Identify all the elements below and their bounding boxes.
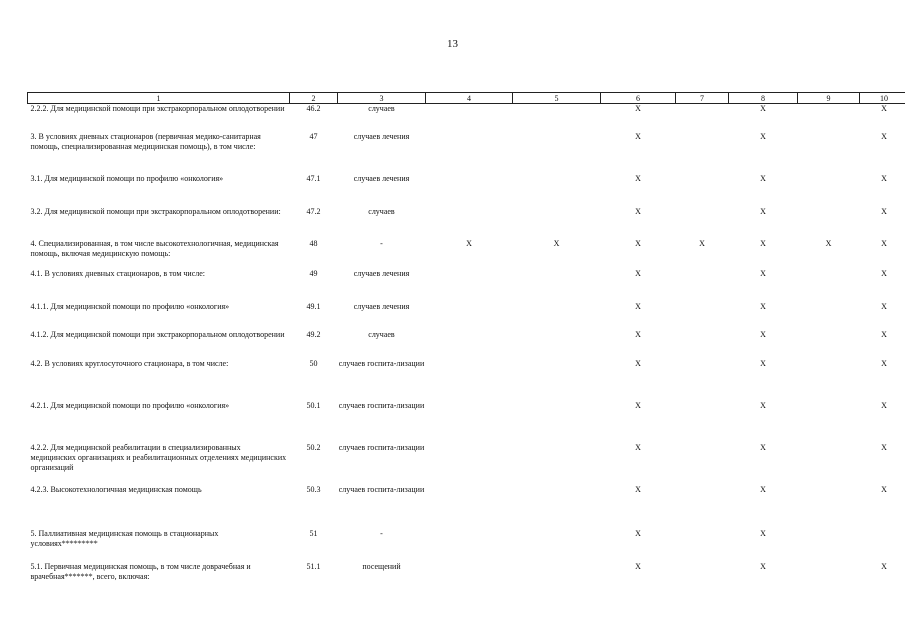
- cell-col-8: Х: [760, 131, 766, 141]
- cell-col-1: 4. Специализированная, в том числе высокотехнологичная, медицинская помощь, включая медицинскую помощь:: [30, 238, 279, 258]
- cell-col-7: [676, 207, 729, 239]
- cell-col-7: [676, 330, 729, 359]
- cell-col-9: [798, 529, 860, 562]
- cell-col-8: Х: [760, 442, 766, 452]
- cell-col-9: [798, 302, 860, 330]
- table-row: [28, 239, 905, 269]
- cell-col-8: Х: [760, 206, 766, 216]
- cell-col-10: Х: [881, 400, 887, 410]
- cell-col-2: 47.1: [306, 173, 321, 183]
- cell-col-10: Х: [881, 301, 887, 311]
- cell-col-6: Х: [635, 528, 641, 538]
- cell-col-10: Х: [881, 173, 887, 183]
- cell-col-5: [513, 443, 601, 485]
- cell-col-5: [513, 207, 601, 239]
- cell-col-3: случаев: [368, 104, 395, 113]
- cell-col-4: [426, 401, 513, 443]
- cell-col-2: 47.2: [306, 206, 321, 216]
- cell-col-1: 5.1. Первичная медицинская помощь, в том числе доврачебная и врачебная*******, всего, включая:: [30, 561, 251, 581]
- cell-col-10: Х: [881, 442, 887, 452]
- cell-col-2: 48: [309, 238, 318, 248]
- table-row: [28, 330, 905, 359]
- cell-col-10: Х: [881, 104, 887, 113]
- cell-col-9: [798, 485, 860, 529]
- cell-col-10: Х: [881, 206, 887, 216]
- cell-col-3: случаев лечения: [353, 131, 410, 141]
- cell-col-8: Х: [760, 173, 766, 183]
- cell-col-2: 50.3: [306, 484, 321, 494]
- cell-col-10: Х: [881, 238, 887, 248]
- cell-col-3: случаев лечения: [353, 301, 410, 311]
- cell-col-7: [676, 401, 729, 443]
- cell-col-5: [513, 330, 601, 359]
- cell-col-8: Х: [760, 238, 766, 248]
- table-row: [28, 302, 905, 330]
- col-header-3: 3: [338, 93, 426, 104]
- cell-col-1: 4.2. В условиях круглосуточного стационара, в том числе:: [30, 358, 229, 368]
- table-row: [28, 485, 905, 529]
- cell-col-5: [513, 104, 601, 132]
- cell-col-5: [513, 562, 601, 588]
- cell-col-8: Х: [760, 104, 766, 113]
- cell-col-6: Х: [635, 561, 641, 571]
- cell-col-1: 4.2.1. Для медицинской помощи по профилю «онкология»: [30, 400, 230, 410]
- cell-col-4: [426, 359, 513, 401]
- cell-col-10: Х: [881, 131, 887, 141]
- cell-col-2: 49.2: [306, 329, 321, 339]
- table-row: [28, 269, 905, 302]
- cell-col-3: случаев: [368, 206, 395, 216]
- cell-col-5: [513, 401, 601, 443]
- col-header-2: 2: [290, 93, 338, 104]
- col-header-5: 5: [513, 93, 601, 104]
- col-header-1: 1: [28, 93, 290, 104]
- cell-col-6: Х: [635, 484, 641, 494]
- table-row: [28, 529, 905, 562]
- cell-col-6: Х: [635, 173, 641, 183]
- table-row: [28, 562, 905, 588]
- cell-col-9: [798, 359, 860, 401]
- cell-col-1: 4.2.2. Для медицинской реабилитации в специализированных медицинских организациях и реабилитационных отделениях медицинских организаций: [30, 442, 287, 472]
- cell-col-9: [798, 269, 860, 302]
- cell-col-3: случаев госпита-лизации: [338, 358, 425, 368]
- cell-col-7: [676, 485, 729, 529]
- cell-col-9: [798, 207, 860, 239]
- cell-col-9: Х: [825, 238, 832, 248]
- cell-col-9: [798, 174, 860, 207]
- cell-col-4: [426, 207, 513, 239]
- cell-col-5: [513, 529, 601, 562]
- cell-col-8: Х: [760, 561, 766, 571]
- col-header-10: 10: [860, 93, 905, 104]
- cell-col-5: [513, 174, 601, 207]
- cell-col-1: 3.2. Для медицинской помощи при экстракорпоральном оплодотворении:: [30, 206, 281, 216]
- cell-col-2: 50.1: [306, 400, 321, 410]
- cell-col-6: Х: [635, 358, 641, 368]
- header-row: [28, 93, 905, 104]
- cell-col-3: случаев лечения: [353, 173, 410, 183]
- cell-col-4: [426, 104, 513, 132]
- cell-col-4: [426, 132, 513, 174]
- cell-col-2: 46.2: [306, 104, 321, 113]
- cell-col-7: [676, 562, 729, 588]
- cell-col-4: [426, 302, 513, 330]
- cell-col-3: случаев лечения: [353, 268, 410, 278]
- cell-col-9: [798, 562, 860, 588]
- cell-col-6: Х: [635, 268, 641, 278]
- cell-col-7: [676, 104, 729, 132]
- cell-col-7: Х: [699, 238, 705, 248]
- cell-col-1: 4.1.1. Для медицинской помощи по профилю «онкология»: [30, 301, 230, 311]
- col-header-9: 9: [798, 93, 860, 104]
- cell-col-4: [426, 529, 513, 562]
- cell-col-3: случаев госпита-лизации: [338, 484, 425, 494]
- cell-col-7: [676, 302, 729, 330]
- cell-col-5: [513, 132, 601, 174]
- cell-col-8: Х: [760, 329, 766, 339]
- cell-col-2: 51: [309, 528, 318, 538]
- cell-col-8: Х: [760, 400, 766, 410]
- cell-col-6: Х: [635, 301, 641, 311]
- cell-col-8: Х: [760, 301, 766, 311]
- cell-col-9: [798, 104, 860, 132]
- cell-col-4: [426, 443, 513, 485]
- table-row: [28, 174, 905, 207]
- cell-col-1: 5. Паллиативная медицинская помощь в стационарных условиях*********: [30, 528, 219, 548]
- cell-col-2: 50.2: [306, 442, 321, 452]
- cell-col-6: Х: [635, 206, 641, 216]
- col-header-7: 7: [676, 93, 729, 104]
- table-row: [28, 104, 905, 132]
- cell-col-7: [676, 174, 729, 207]
- cell-col-7: [676, 529, 729, 562]
- cell-col-6: Х: [635, 442, 641, 452]
- cell-col-7: [676, 443, 729, 485]
- cell-col-3: посещений: [362, 561, 401, 571]
- cell-col-5: [513, 359, 601, 401]
- cell-col-8: Х: [760, 358, 766, 368]
- cell-col-4: [426, 174, 513, 207]
- table-row: [28, 207, 905, 239]
- cell-col-5: Х: [553, 238, 560, 248]
- cell-col-4: [426, 269, 513, 302]
- cell-col-8: Х: [760, 268, 766, 278]
- cell-col-7: [676, 269, 729, 302]
- cell-col-4: [426, 485, 513, 529]
- cell-col-2: 50: [309, 358, 318, 368]
- cell-col-2: 49.1: [306, 301, 321, 311]
- cell-col-5: [513, 302, 601, 330]
- cell-col-9: [798, 132, 860, 174]
- cell-col-3: случаев: [368, 329, 395, 339]
- cell-col-3: -: [380, 238, 383, 248]
- cell-col-10: Х: [881, 329, 887, 339]
- cell-col-6: Х: [635, 329, 641, 339]
- cell-col-10: Х: [881, 268, 887, 278]
- cell-col-3: случаев госпита-лизации: [338, 400, 425, 410]
- cell-col-4: [426, 562, 513, 588]
- cell-col-10: Х: [881, 561, 887, 571]
- cell-col-5: [513, 485, 601, 529]
- cell-col-1: 3.1. Для медицинской помощи по профилю «онкология»: [30, 173, 224, 183]
- cell-col-6: Х: [635, 400, 641, 410]
- table-row: [28, 401, 905, 443]
- cell-col-2: 49: [309, 268, 318, 278]
- table-row: [28, 359, 905, 401]
- cell-col-10: Х: [881, 484, 887, 494]
- cell-col-9: [798, 401, 860, 443]
- cell-col-10: Х: [881, 358, 887, 368]
- cell-col-6: Х: [635, 238, 641, 248]
- cell-col-1: 4.2.3. Высокотехнологичная медицинская помощь: [30, 484, 202, 494]
- cell-col-9: [798, 443, 860, 485]
- data-table: [27, 92, 905, 588]
- cell-col-7: [676, 359, 729, 401]
- cell-col-4: Х: [466, 238, 472, 248]
- cell-col-1: 3. В условиях дневных стационаров (первичная медико-санитарная помощь, специализированная медицинская помощь), в том числе:: [30, 131, 261, 151]
- col-header-8: 8: [729, 93, 798, 104]
- table-row: [28, 443, 905, 485]
- cell-col-6: Х: [635, 104, 641, 113]
- col-header-4: 4: [426, 93, 513, 104]
- cell-col-1: 4.1.2. Для медицинской помощи при экстракорпоральном оплодотворении: [30, 329, 285, 339]
- cell-col-4: [426, 330, 513, 359]
- cell-col-1: 2.2.2. Для медицинской помощи при экстракорпоральном оплодотворении: [30, 104, 285, 113]
- cell-col-1: 4.1. В условиях дневных стационаров, в том числе:: [30, 268, 206, 278]
- cell-col-2: 51.1: [306, 561, 321, 571]
- cell-col-7: [676, 132, 729, 174]
- cell-col-3: случаев госпита-лизации: [338, 442, 425, 452]
- cell-col-6: Х: [635, 131, 641, 141]
- cell-col-2: 47: [309, 131, 318, 141]
- cell-col-3: -: [380, 528, 383, 538]
- col-header-6: 6: [601, 93, 676, 104]
- table-row: [28, 132, 905, 174]
- page-number: 13: [447, 38, 458, 50]
- cell-col-9: [798, 330, 860, 359]
- cell-col-8: Х: [760, 528, 766, 538]
- cell-col-5: [513, 269, 601, 302]
- cell-col-8: Х: [760, 484, 766, 494]
- cell-col-10: [860, 529, 905, 562]
